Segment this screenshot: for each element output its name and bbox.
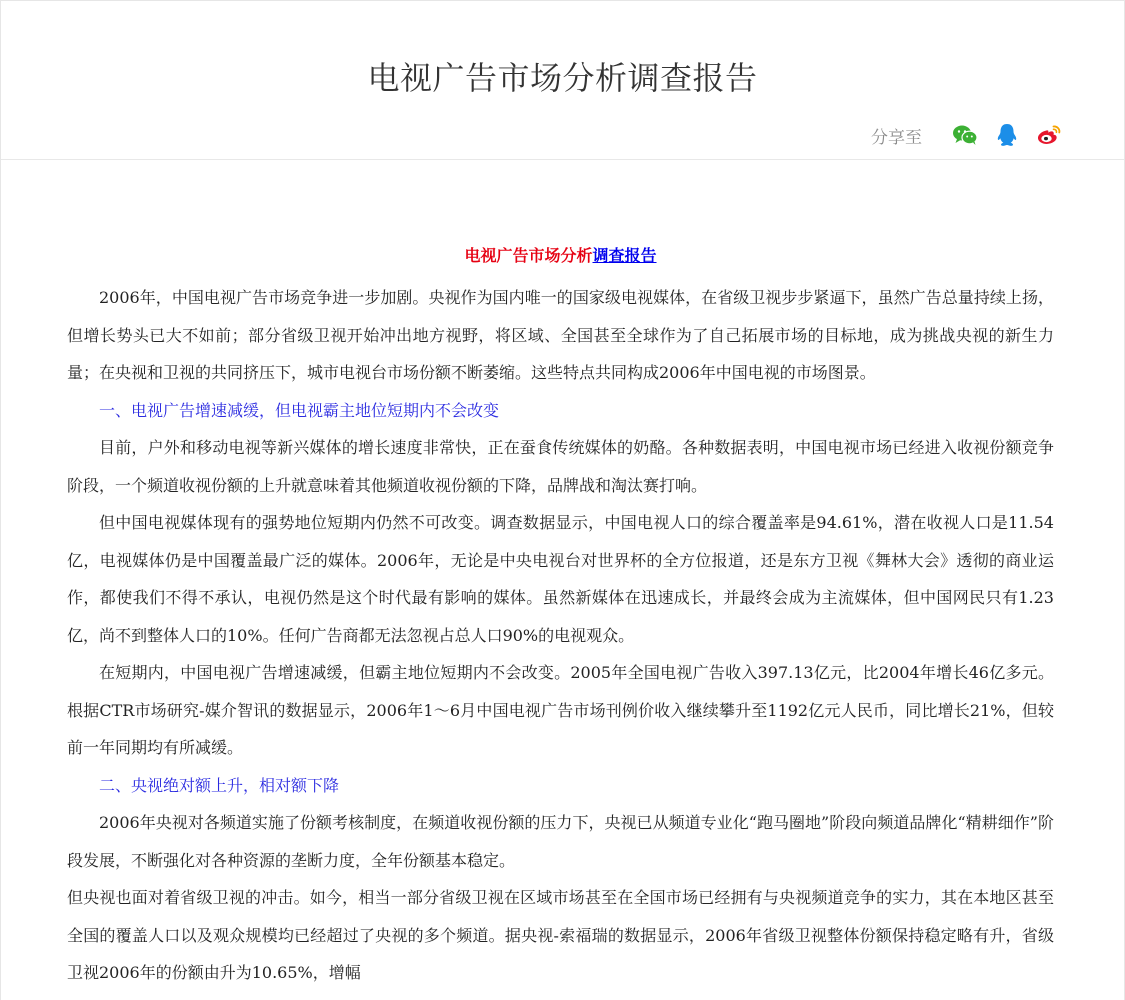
paragraph: 2006年，中国电视广告市场竞争进一步加剧。央视作为国内唯一的国家级电视媒体，在省级卫视步步紧逼下，虽然广告总量持续上扬，但增长势头已大不如前；部分省级卫视开始冲出地方视野，将区域、全国甚至全球作为了自己拓展市场的目标地，成为挑战央视的新生力量；在央视和卫视的共同挤压下，城市电视台市场份额不断萎缩。这些特点共同构成2006年中国电视的市场图景。 [67,288,1054,382]
paragraph: 目前，户外和移动电视等新兴媒体的增长速度非常快，正在蚕食传统媒体的奶酪。各种数据表明，中国电视市场已经进入收视份额竞争阶段，一个频道收视份额的上升就意味着其他频道收视份额的下降，品牌战和淘汰赛打响。 [67,438,1054,495]
article-title [67,239,1054,273]
page-title: 电视广告市场分析调查报告 [367,59,758,97]
article-title-link[interactable]: 调查报告 [592,246,657,265]
section-heading: 二、央视绝对额上升，相对额下降 [99,775,340,795]
share-bar [871,121,1062,149]
share-label: 分享至 [871,127,922,148]
qq-share-button[interactable] [994,122,1020,148]
paragraph: 但中国电视媒体现有的强势地位短期内仍然不可改变。调查数据显示，中国电视人口的综合覆盖率是94.61%，潜在收视人口是11.54亿，电视媒体仍是中国覆盖最广泛的媒体。2006年，无论是中央电视台对世界杯的全方位报道，还是东方卫视《舞林大会》透彻的商业运作，都使我们不得不承认，电视仍然是这个时代最有影响的媒体。虽然新媒体在迅速成长，并最终会成为主流媒体，但中国网民只有1.23亿，尚不到整体人口的10%。任何广告商都无法忽视占总人口90%的电视观众。 [67,513,1054,645]
weibo-share-button[interactable] [1036,122,1062,148]
wechat-icon [952,124,978,146]
paragraph: 但央视也面对着省级卫视的冲击。如今，相当一部分省级卫视在区域市场甚至在全国市场已经拥有与央视频道竞争的实力，其在本地区甚至全国的覆盖人口以及观众规模均已经超过了央视的多个频道。据央视-索福瑞的数据显示，2006年省级卫视整体份额保持稳定略有升，省级卫视2006年的份额由升为10.65%，增幅 [67,888,1054,982]
qq-icon [996,123,1018,147]
wechat-share-button[interactable] [952,122,978,148]
weibo-icon [1036,124,1062,146]
article-title-text: 电视广告市场分析 [464,246,593,265]
paragraph: 在短期内，中国电视广告增速减缓，但霸主地位短期内不会改变。2005年全国电视广告收入397.13亿元，比2004年增长46亿多元。根据CTR市场研究-媒介智讯的数据显示，2006年1～6月中国电视广告市场刊例价收入继续攀升至1192亿元人民币，同比增长21%，但较前一年同期均有所减缓。 [67,663,1054,757]
article-body [67,239,1054,992]
page-header [1,1,1124,160]
section-heading: 一、电视广告增速减缓，但电视霸主地位短期内不会改变 [99,400,500,420]
paragraph: 2006年央视对各频道实施了份额考核制度，在频道收视份额的压力下，央视已从频道专业化“跑马圈地”阶段向频道品牌化“精耕细作”阶段发展，不断强化对各种资源的垄断力度，全年份额基本稳定。 [67,813,1054,870]
